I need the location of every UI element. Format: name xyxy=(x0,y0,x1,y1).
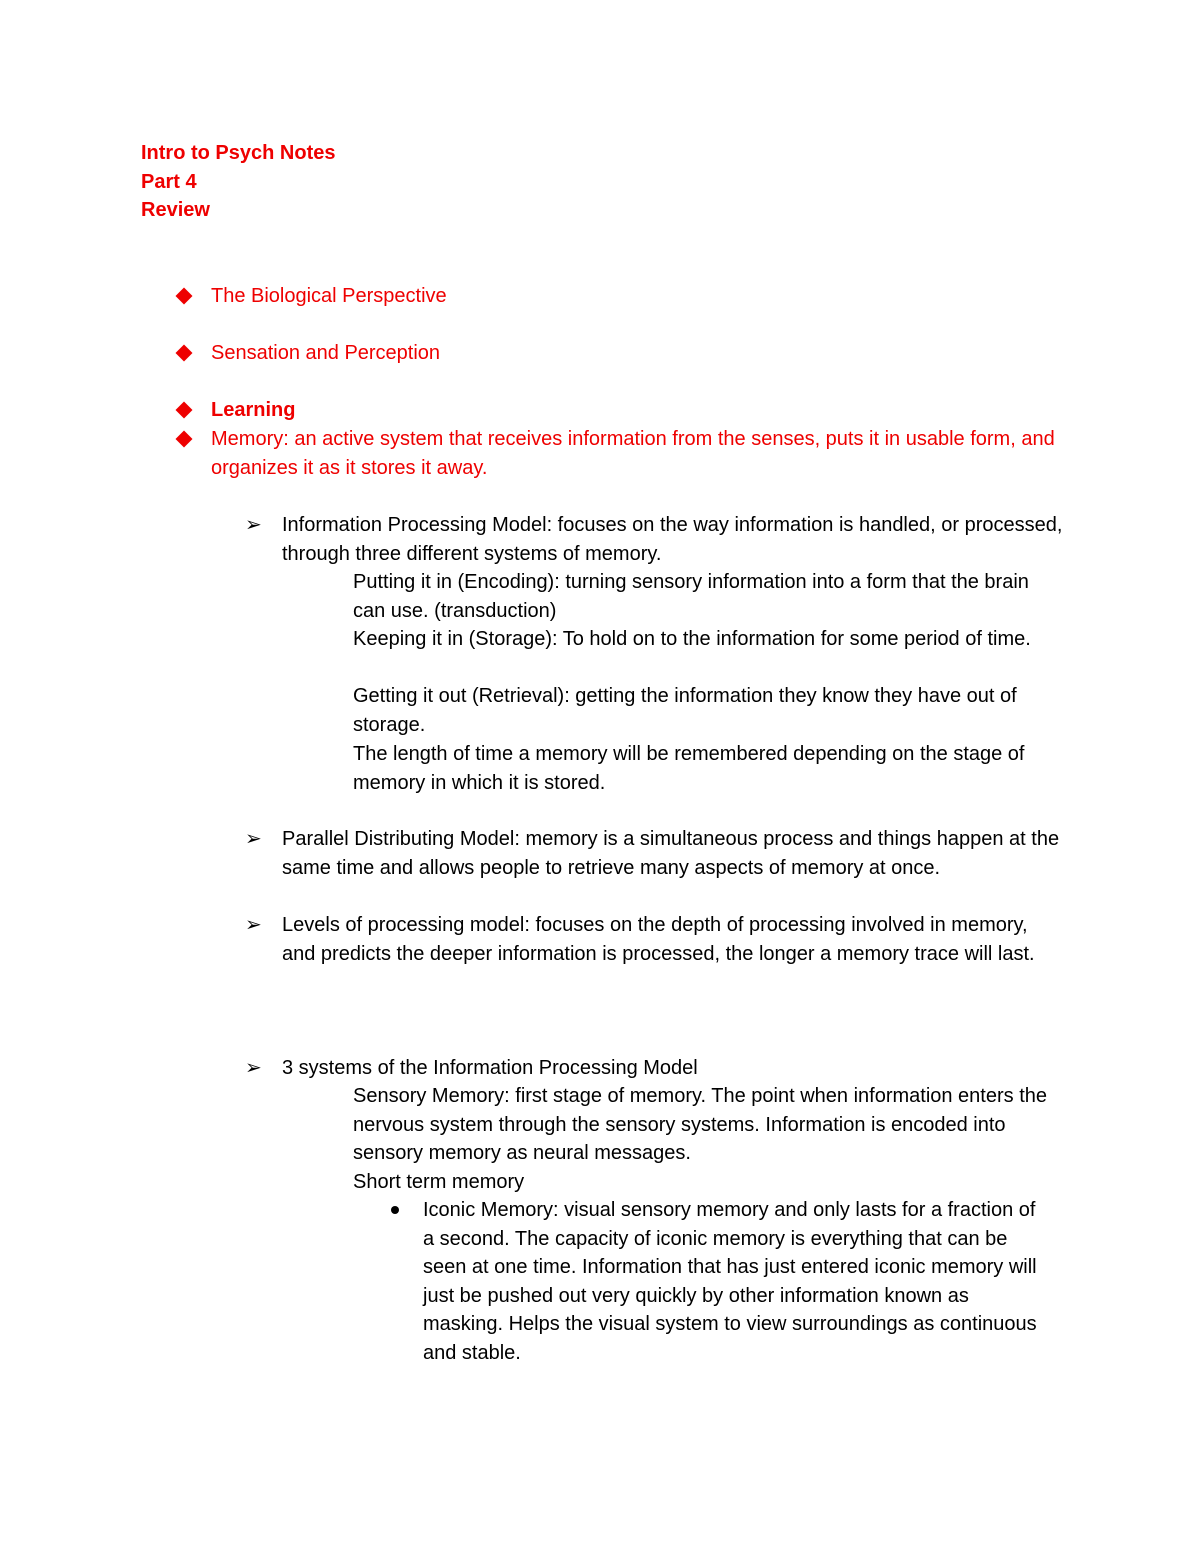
systems-heading: 3 systems of the Information Processing Model xyxy=(282,1057,698,1079)
model-item xyxy=(245,511,1065,568)
memory-length-text: The length of time a memory will be remembered depending on the stage of memory in which it is stored. xyxy=(353,743,1025,794)
topic-item xyxy=(175,282,1055,311)
model-info-processing: Information Processing Model: focuses on the way information is handled, or processed, through three different systems of memory. xyxy=(282,514,1063,565)
topic-item xyxy=(175,339,1055,368)
iconic-memory-item xyxy=(388,1196,1048,1368)
model-item xyxy=(245,825,1065,882)
document-part: Part 4 xyxy=(141,171,197,193)
topic-label: Learning xyxy=(211,399,296,421)
short-term-memory-text: Short term memory xyxy=(353,1171,525,1193)
storage-text: Keeping it in (Storage): To hold on to the information for some period of time. xyxy=(353,628,1031,650)
sensory-memory-text: Sensory Memory: first stage of memory. The point when information enters the nervous system through the sensory systems. Information is encoded into sensory memory as neural messages. xyxy=(353,1085,1048,1165)
diamond-bullet-icon xyxy=(176,431,193,448)
document-section: Review xyxy=(141,199,210,221)
arrowhead-bullet-icon: ➢ xyxy=(245,1057,262,1079)
topic-label: Sensation and Perception xyxy=(211,342,441,364)
model-levels: Levels of processing model: focuses on the depth of processing involved in memory, and predicts the deeper information is processed, the longer a memory trace will last. xyxy=(282,914,1035,965)
model-parallel: Parallel Distributing Model: memory is a simultaneous process and things happen at the same time and allows people to retrieve many aspects of memory at once. xyxy=(282,828,1060,879)
topic-item xyxy=(175,396,1055,425)
encoding-text: Putting it in (Encoding): turning sensory information into a form that the brain can use. (transduction) xyxy=(353,571,1029,622)
arrowhead-bullet-icon: ➢ xyxy=(245,914,262,936)
retrieval-text: Getting it out (Retrieval): getting the information they know they have out of storage. xyxy=(353,685,1017,736)
iconic-memory-text: Iconic Memory: visual sensory memory and only lasts for a fraction of a second. The capacity of iconic memory is everything that can be seen at one time. Information that has just entered iconic memory will just be pushed out very quickly by other information known as masking. Helps the visual system to view surroundings as continuous and stable. xyxy=(423,1199,1037,1364)
arrowhead-bullet-icon: ➢ xyxy=(245,514,262,536)
model-item xyxy=(245,911,1065,968)
diamond-bullet-icon xyxy=(176,402,193,419)
diamond-bullet-icon xyxy=(176,345,193,362)
topic-item xyxy=(175,425,1055,483)
diamond-bullet-icon xyxy=(176,288,193,305)
topic-label: Memory: an active system that receives information from the senses, puts it in usable form, and organizes it as it stores it away. xyxy=(211,428,1055,479)
arrowhead-bullet-icon: ➢ xyxy=(245,828,262,850)
round-bullet-icon xyxy=(391,1206,399,1214)
topic-label: The Biological Perspective xyxy=(211,285,447,307)
systems-item xyxy=(245,1054,1065,1083)
document-title: Intro to Psych Notes xyxy=(141,142,336,164)
